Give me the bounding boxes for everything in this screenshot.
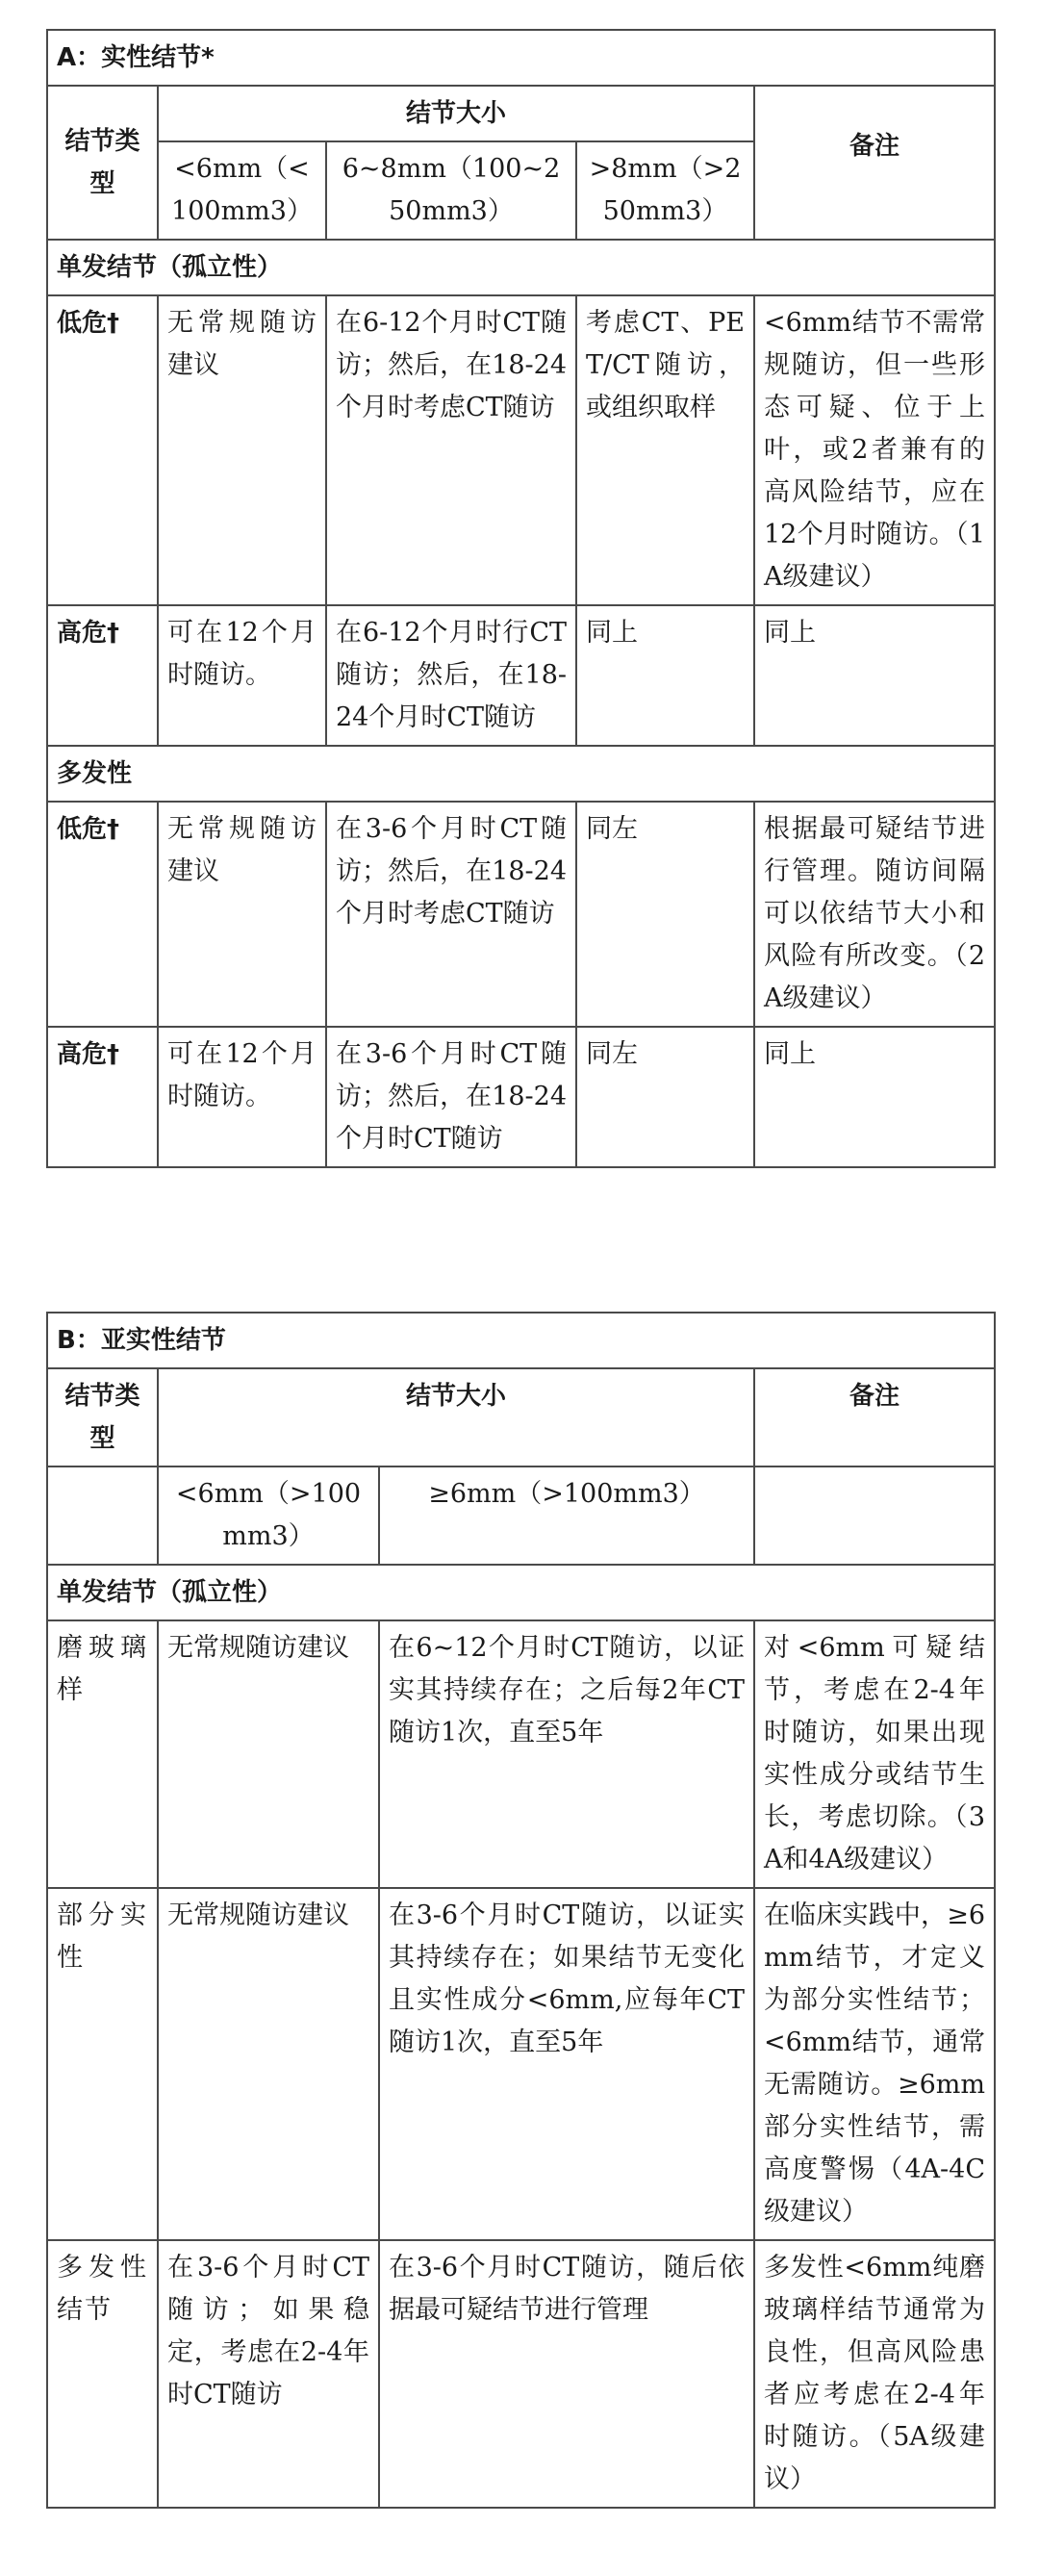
remarks-header: 备注 xyxy=(754,86,995,240)
table-row xyxy=(47,605,995,746)
nodule-type-label: 部分实性 xyxy=(47,1888,158,2240)
header-row xyxy=(47,86,995,141)
header-row xyxy=(47,1368,995,1467)
remark-cell: 在临床实践中，≥6mm结节，才定义为部分实性结节；<6mm结节，通常无需随访。≥6mm部分实性结节，需高度警惕（4A-4C级建议） xyxy=(754,1888,995,2240)
table-cell: 在6-12个月时CT随访；然后，在18-24个月时考虑CT随访 xyxy=(326,295,576,605)
solid-nodule-table xyxy=(46,29,996,1168)
nodule-type-header: 结节类型 xyxy=(47,86,158,240)
group-row xyxy=(47,746,995,802)
group-title: 多发性 xyxy=(47,746,995,802)
table-cell: 在3-6个月时CT随访；然后，在18-24个月时考虑CT随访 xyxy=(326,802,576,1027)
table-row xyxy=(47,1888,995,2240)
table-row xyxy=(47,1027,995,1167)
section-a-title-row xyxy=(47,30,995,86)
table-cell: 在3-6个月时CT随访，随后依据最可疑结节进行管理 xyxy=(379,2240,754,2508)
table-cell: 同上 xyxy=(576,605,754,746)
empty-cell xyxy=(47,1467,158,1565)
table-cell: 同左 xyxy=(576,1027,754,1167)
nodule-size-header: 结节大小 xyxy=(158,1368,754,1467)
table-cell: 可在12个月时随访。 xyxy=(158,1027,326,1167)
nodule-type-header: 结节类型 xyxy=(47,1368,158,1467)
group-row xyxy=(47,240,995,295)
table-row xyxy=(47,2240,995,2508)
table-cell: 在3-6个月时CT随访；如果稳定，考虑在2-4年时CT随访 xyxy=(158,2240,379,2508)
remark-cell: 多发性<6mm纯磨玻璃样结节通常为良性，但高风险患者应考虑在2-4年时随访。（5A级建议） xyxy=(754,2240,995,2508)
table-cell: 无常规随访建议 xyxy=(158,802,326,1027)
size-col-large: ≥6mm（>100mm3） xyxy=(379,1467,754,1565)
risk-label: 低危† xyxy=(47,295,158,605)
table-cell: 在6-12个月时行CT随访；然后，在18-24个月时CT随访 xyxy=(326,605,576,746)
group-title: 单发结节（孤立性） xyxy=(47,240,995,295)
size-col-large: >8mm（>250mm3） xyxy=(576,141,754,240)
risk-label: 低危† xyxy=(47,802,158,1027)
nodule-type-label: 磨玻璃样 xyxy=(47,1620,158,1888)
subsolid-nodule-table xyxy=(46,1312,996,2509)
remark-cell: 同上 xyxy=(754,1027,995,1167)
table-cell: 考虑CT、PET/CT随访，或组织取样 xyxy=(576,295,754,605)
table-cell: 同左 xyxy=(576,802,754,1027)
risk-label: 高危† xyxy=(47,1027,158,1167)
size-subheader-row xyxy=(47,1467,995,1565)
table-cell: 在3-6个月时CT随访，以证实其持续存在；如果结节无变化且实性成分<6mm,应每年CT随访1次，直至5年 xyxy=(379,1888,754,2240)
size-col-small: <6mm（>100mm3） xyxy=(158,1467,379,1565)
section-a-title: A：实性结节* xyxy=(47,30,995,86)
section-b-title: B：亚实性结节 xyxy=(47,1313,995,1368)
table-cell: 无常规随访建议 xyxy=(158,1888,379,2240)
section-b-title-row xyxy=(47,1313,995,1368)
remark-cell: 同上 xyxy=(754,605,995,746)
nodule-size-header: 结节大小 xyxy=(158,86,754,141)
empty-cell xyxy=(754,1467,995,1565)
table-cell: 可在12个月时随访。 xyxy=(158,605,326,746)
remark-cell: 根据最可疑结节进行管理。随访间隔可以依结节大小和风险有所改变。（2A级建议） xyxy=(754,802,995,1027)
size-col-medium: 6~8mm（100~250mm3） xyxy=(326,141,576,240)
table-row xyxy=(47,1620,995,1888)
group-row xyxy=(47,1565,995,1620)
table-cell: 无常规随访建议 xyxy=(158,295,326,605)
table-row xyxy=(47,295,995,605)
table-cell: 在3-6个月时CT随访；然后，在18-24个月时CT随访 xyxy=(326,1027,576,1167)
remarks-header: 备注 xyxy=(754,1368,995,1467)
nodule-type-label: 多发性结节 xyxy=(47,2240,158,2508)
table-cell: 在6~12个月时CT随访，以证实其持续存在；之后每2年CT随访1次，直至5年 xyxy=(379,1620,754,1888)
remark-cell: <6mm结节不需常规随访，但一些形态可疑、位于上叶，或2者兼有的高风险结节，应在12个月时随访。（1A级建议） xyxy=(754,295,995,605)
table-row xyxy=(47,802,995,1027)
remark-cell: 对<6mm可疑结节，考虑在2-4年时随访，如果出现实性成分或结节生长，考虑切除。（3A和4A级建议） xyxy=(754,1620,995,1888)
risk-label: 高危† xyxy=(47,605,158,746)
table-cell: 无常规随访建议 xyxy=(158,1620,379,1888)
group-title: 单发结节（孤立性） xyxy=(47,1565,995,1620)
size-col-small: <6mm（<100mm3） xyxy=(158,141,326,240)
